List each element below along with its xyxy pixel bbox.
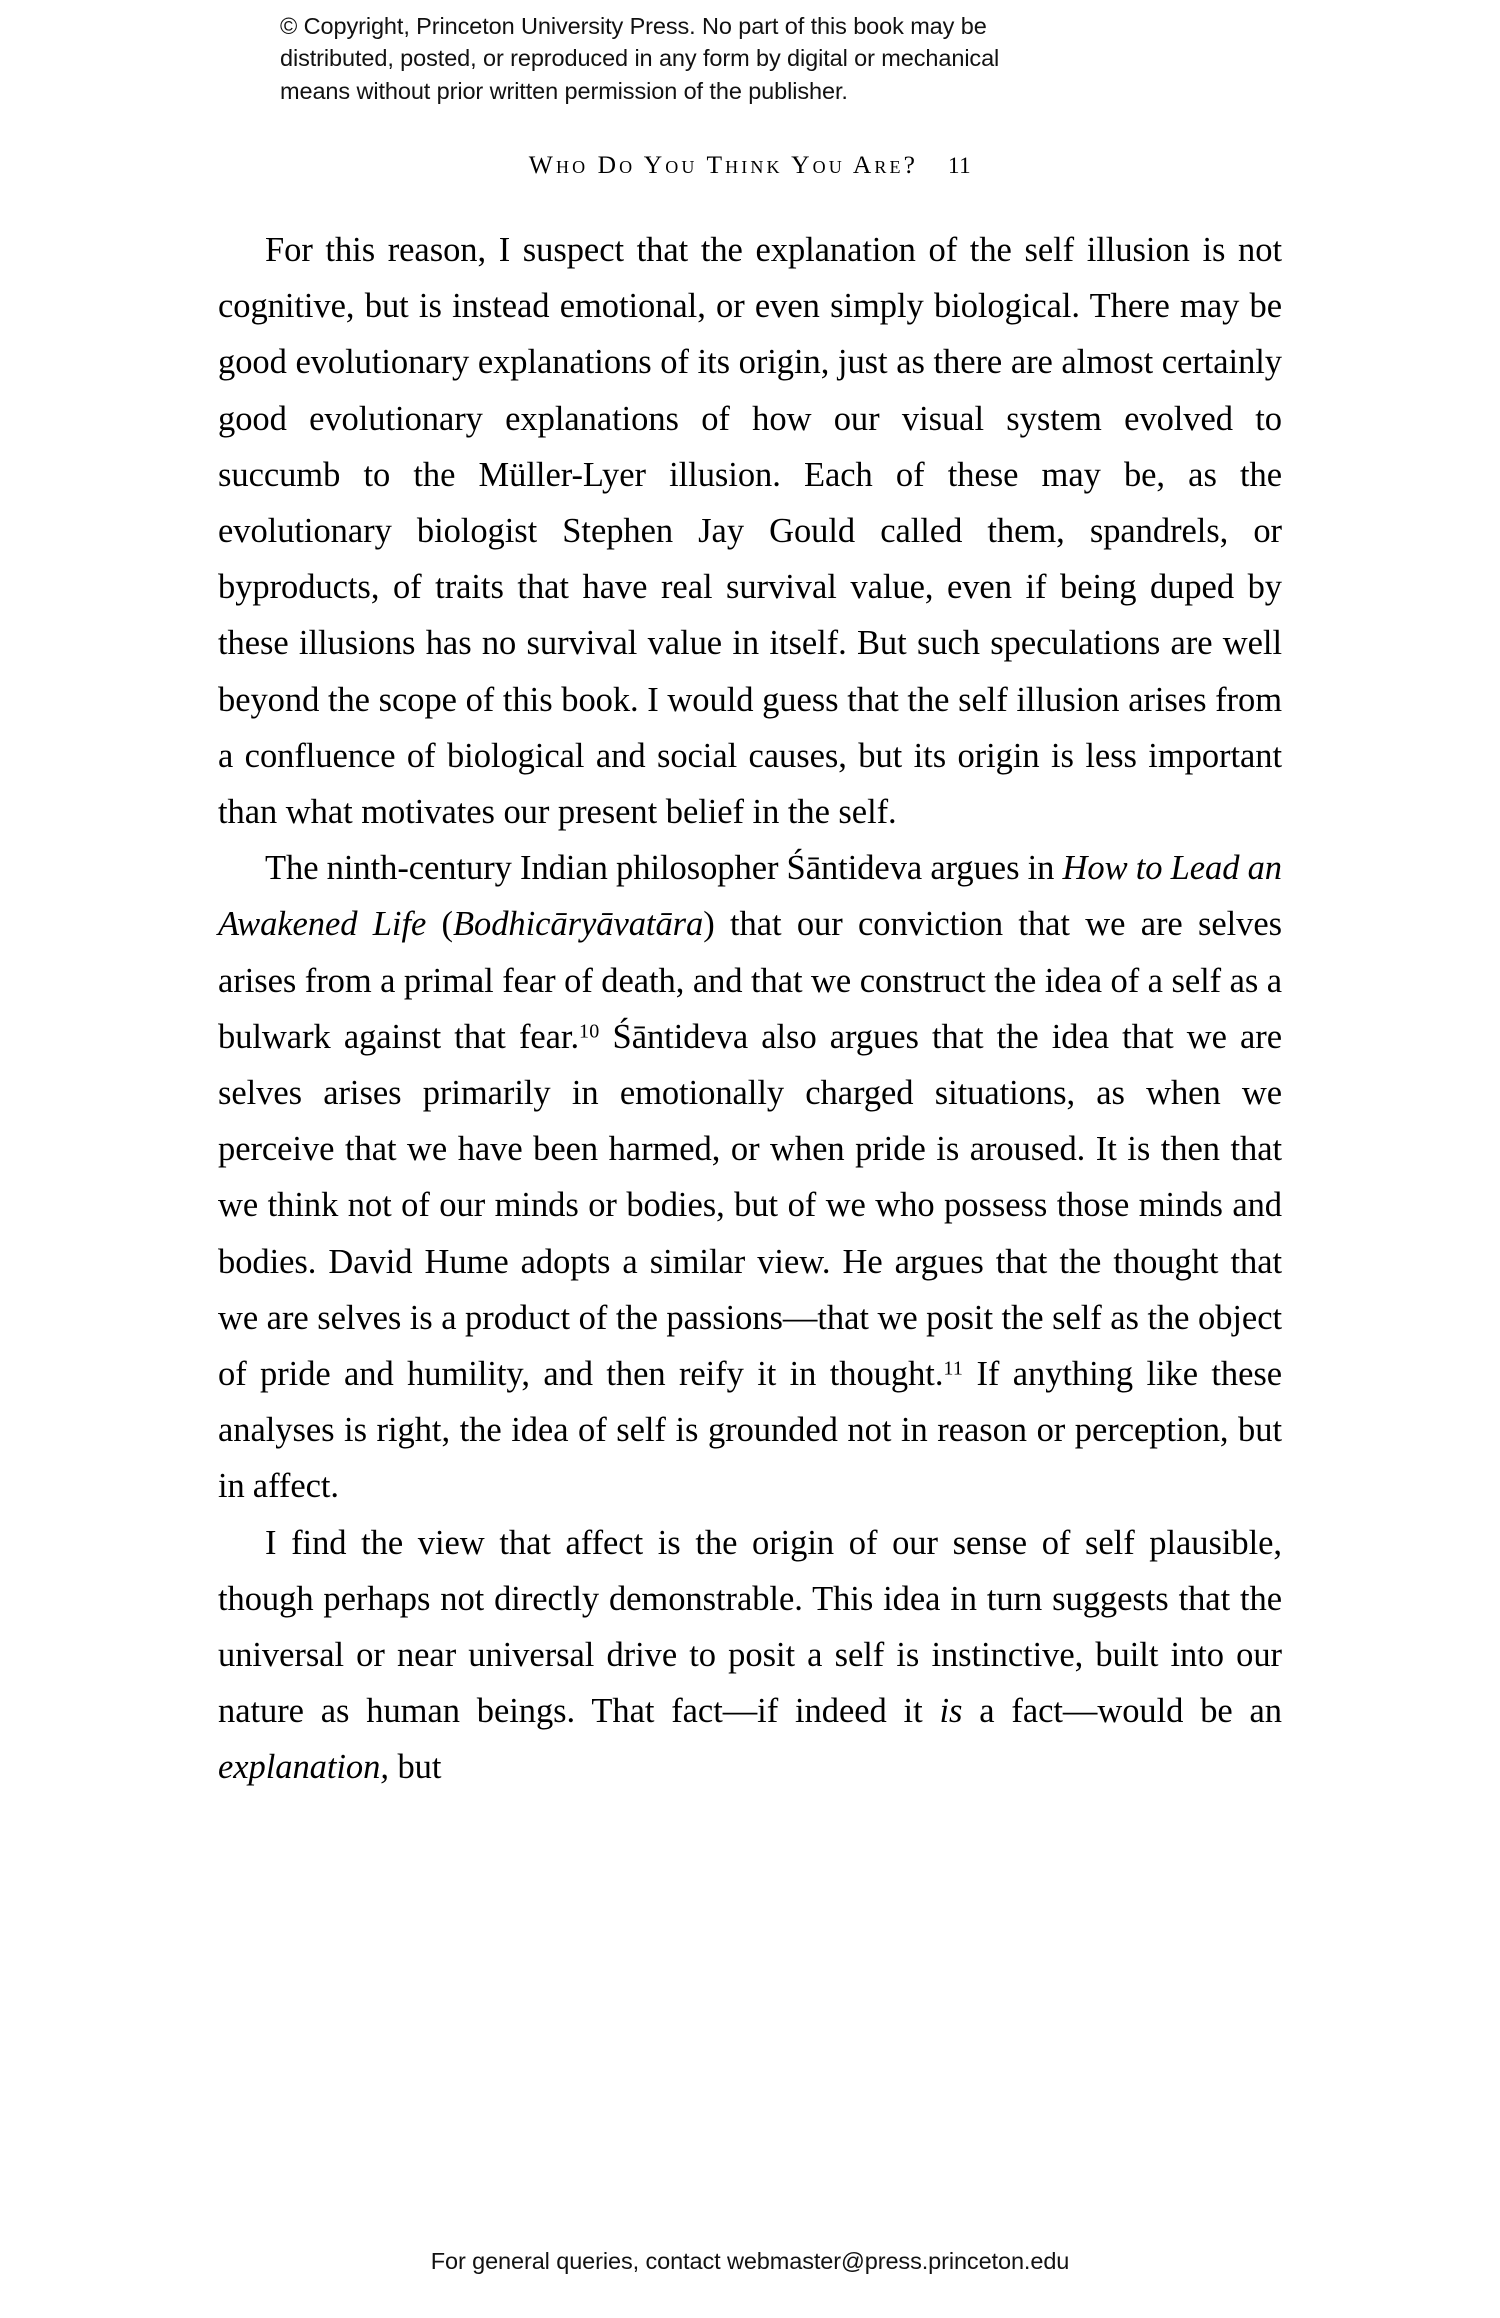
copyright-notice [280, 10, 1220, 107]
page-number: 11 [948, 153, 972, 178]
paragraph-self-illusion-explanation: For this reason, I suspect that the explanation of the self illusion is not cognitive, but is instead emotional, or even simply biological. There may be good evolutionary explanations of its origin, just as there are almost certainly good evolutionary explanations of how our visual system evolved to succumb to the Müller-Lyer illusion. Each of these may be, as the evolutionary biologist Stephen Jay Gould called them, spandrels, or byproducts, of traits that have real survival value, even if being duped by these illusions has no survival value in itself. But such speculations are well beyond the scope of this book. I would guess that the self illusion arises from a confluence of biological and social causes, but its origin is less important than what motivates our present belief in the self. [218, 231, 1282, 832]
footer-queries-text: For general queries, contact webmaster@press.princeton.edu [430, 2248, 1070, 2274]
running-head [0, 152, 1500, 178]
footer-queries-notice [0, 2248, 1500, 2275]
paragraph-santideva-hume: The ninth-century Indian philosopher Śāntideva argues in How to Lead an Awakened Life (Bodhicāryāvatāra) that our conviction that we are selves arises from a primal fear of death, and that we construct the idea of a self as a bulwark against that fear.$^{10}$ Śāntideva also argues that the idea that we are selves arises primarily in emotionally charged situations, as when we perceive that we have been harmed, or when pride is aroused. It is then that we think not of our minds or bodies, but of we who possess those minds and bodies. David Hume adopts a similar view. He argues that the thought that we are selves is a product of the passions—that we posit the self as the object of pride and humility, and then reify it in thought.$^{11}$ If anything like these analyses is right, the idea of self is grounded not in reason or perception, but in affect. [218, 849, 1283, 1506]
running-head-title: Who Do You Think You Are? [528, 150, 919, 179]
paragraph-affect-origin: I find the view that affect is the origin of our sense of self plausible, though perhaps not directly demonstrable. This idea in turn suggests that the universal or near universal drive to posit a self is instinctive, built into our nature as human beings. That fact—if indeed it is a fact—would be an explanation, but [218, 1523, 1282, 1787]
body-text-block [218, 222, 1282, 1796]
copyright-notice-line-2: distributed, posted, or reproduced in any form by digital or mechanical [280, 45, 1000, 72]
copyright-notice-line-3: means without prior written permission of the publisher. [280, 77, 848, 104]
copyright-notice-line-1: © Copyright, Princeton University Press. No part of this book may be [280, 13, 987, 39]
